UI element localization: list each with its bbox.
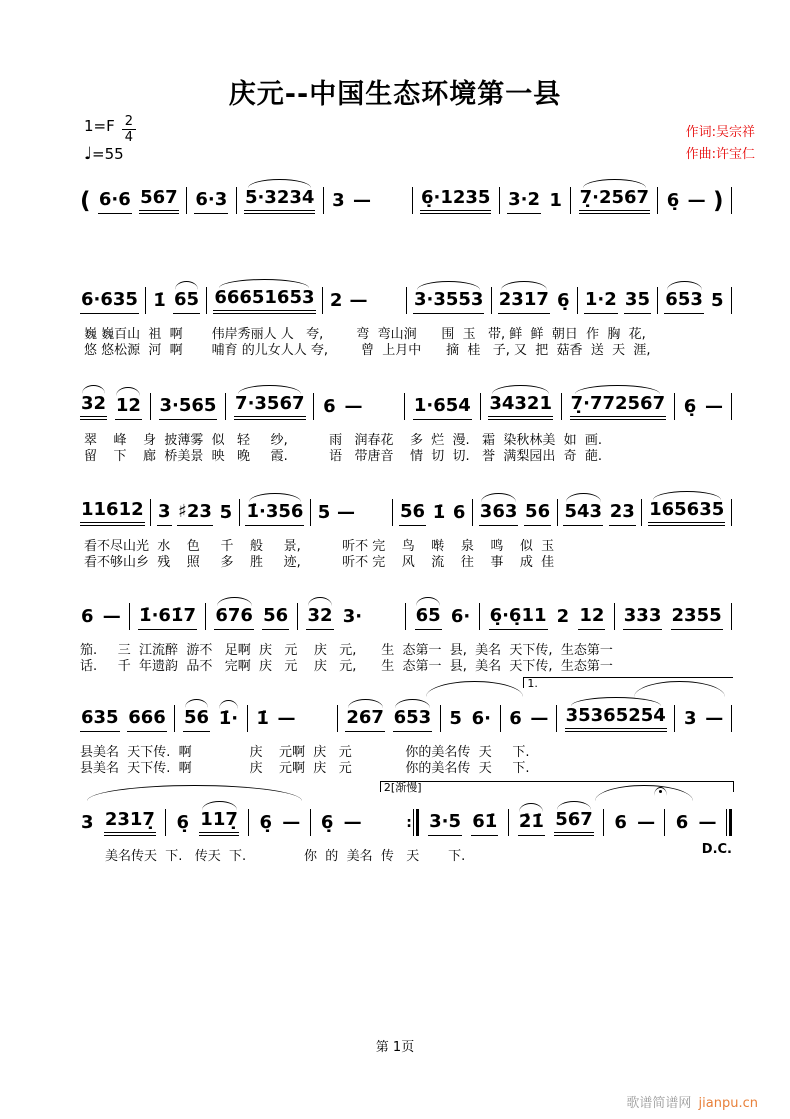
barline	[205, 603, 206, 630]
barline	[313, 393, 314, 420]
note-group: 6̣·1235	[420, 186, 491, 214]
note-group: 23	[609, 500, 636, 526]
note-group: 653	[664, 288, 704, 314]
barline	[674, 705, 675, 732]
note-group: 6̣	[683, 396, 697, 417]
note-group: 2	[556, 606, 570, 627]
system-overlays	[80, 674, 732, 700]
notation-system	[80, 572, 732, 674]
note-group: 6·3	[194, 188, 228, 214]
notation-system	[80, 778, 732, 865]
note-group: 676	[214, 604, 254, 630]
volta-label: 2[渐慢]	[383, 781, 422, 794]
note-group: 1̇	[153, 290, 166, 311]
barline	[491, 287, 492, 314]
site-watermark-domain: jianpu.cn	[698, 1096, 758, 1111]
note-group: 333	[623, 604, 663, 630]
lyrics-block	[80, 433, 732, 464]
note-group: 1̇·61̇7	[138, 604, 197, 630]
duration-dash: —	[102, 606, 121, 627]
notation-row	[80, 282, 732, 314]
note-group: 3	[157, 500, 172, 526]
note-group: 1·654	[413, 394, 472, 420]
barline	[310, 809, 311, 836]
note-group: 2	[329, 290, 343, 311]
notation-system	[80, 156, 732, 214]
note-group: ♯23	[177, 500, 213, 526]
barline	[556, 705, 557, 732]
barline	[577, 287, 578, 314]
note-group: 5	[449, 708, 462, 729]
note-group: 7̣·2567	[579, 186, 650, 214]
lyrics-block	[80, 539, 732, 570]
note-group: 5	[317, 502, 331, 523]
note-group: 6̣	[557, 290, 570, 311]
barline	[412, 187, 413, 214]
barline	[479, 603, 480, 630]
note-group: 666	[127, 706, 167, 732]
notation-row	[80, 804, 732, 836]
note-group: 2355	[671, 604, 723, 630]
duration-dash: —	[705, 708, 724, 729]
duration-dash: —	[698, 812, 717, 833]
notation-row	[80, 388, 732, 420]
barline	[236, 187, 237, 214]
barline	[405, 603, 406, 630]
barline	[206, 287, 207, 314]
note-group: 6·	[450, 606, 471, 627]
barline	[731, 705, 732, 732]
barline	[499, 187, 500, 214]
note-group: 567	[554, 808, 594, 836]
note-group: 56	[183, 706, 210, 732]
note-group: 3	[684, 708, 697, 729]
note-group: 3·2	[507, 188, 541, 214]
note-group: 6·635	[80, 288, 139, 314]
note-group: 3·565	[159, 394, 218, 420]
barline	[657, 187, 658, 214]
lyrics-line: 美名传天 下. 传天 下. 你 的 美名 传 天 下.	[105, 849, 466, 864]
barline	[480, 393, 481, 420]
note-group: 1̇·356	[245, 500, 304, 526]
note-group: 6	[452, 502, 466, 523]
note-group: 35365254	[565, 704, 667, 732]
note-group: 65	[173, 288, 200, 314]
note-group: 363	[479, 500, 519, 526]
note-group: 6·	[471, 708, 491, 729]
barline	[731, 499, 732, 526]
barline	[310, 499, 311, 526]
duration-dash: —	[344, 396, 363, 417]
lyrics-line: 看不尽山光 水 色 千 般 景, 听不 完 鸟 啭 泉 鸣 似 玉	[84, 539, 555, 554]
notation-row	[80, 700, 732, 732]
note-group: 5	[711, 290, 724, 311]
barline	[145, 287, 146, 314]
duration-dash: —	[637, 812, 656, 833]
note-group: 117̣	[199, 808, 239, 836]
lyrics-line: 县美名 天下传. 啊 庆 元啊 庆 元 你的美名传 天 下.	[80, 760, 530, 776]
note-group: 3·3553	[413, 288, 484, 314]
lyrics-block	[80, 849, 732, 865]
duration-dash: —	[530, 708, 549, 729]
notation-system	[80, 256, 732, 358]
intro-close-paren: )	[712, 188, 724, 214]
note-group: 65	[415, 604, 442, 630]
note-group: 35	[624, 288, 651, 314]
quarter-note-icon: ♩	[84, 144, 93, 164]
duration-dash: —	[343, 812, 362, 833]
barline	[674, 393, 675, 420]
note-group: 34321	[488, 392, 553, 420]
repeat-end-barline: :	[406, 809, 419, 836]
note-group: 543	[563, 500, 603, 526]
barline	[641, 499, 642, 526]
note-group: 56	[262, 604, 289, 630]
barline	[225, 393, 226, 420]
lyrics-line: 看不够山乡 残 照 多 胜 迹, 听不 完 风 流 往 事 成 佳	[84, 554, 555, 570]
barline	[406, 287, 407, 314]
barline	[186, 187, 187, 214]
note-group: 2̇1̇	[518, 810, 545, 836]
lyrics-line: 巍 巍百山 祖 啊 伟岸秀丽人 人 夸, 弯 弯山涧 围 玉 带, 鲜 鲜 朝日 作 胸 花,	[84, 327, 646, 342]
note-group: 6	[614, 812, 627, 833]
note-group: 7̣·772567	[570, 392, 667, 420]
barline	[247, 705, 248, 732]
notation-row	[80, 182, 732, 214]
lyrics-block	[80, 327, 732, 358]
barline	[561, 393, 562, 420]
note-group: 653	[393, 706, 433, 732]
lyrics-block	[80, 745, 732, 776]
lyrics-line: 县美名 天下传. 啊 庆 元啊 庆 元 你的美名传 天 下.	[80, 745, 530, 760]
note-group: 1̇·	[218, 707, 239, 732]
fermata	[654, 787, 667, 796]
duration-dash: —	[349, 290, 368, 311]
note-group: 6·6	[98, 188, 132, 214]
note-group: 3	[332, 190, 345, 211]
notation-row	[80, 598, 732, 630]
barline	[570, 187, 571, 214]
barline	[731, 287, 732, 314]
note-group: 11612	[80, 498, 145, 526]
note-group: 3·	[342, 606, 363, 627]
barline	[323, 187, 324, 214]
tempo-marking: ♩=55	[84, 144, 124, 164]
duration-dash: —	[705, 396, 724, 417]
dc-mark: D.C.	[701, 842, 732, 857]
intro-open-paren: (	[80, 188, 91, 214]
barline	[248, 809, 249, 836]
note-group: 567	[139, 186, 179, 214]
lyrics-line: 翠 峰 身 披薄雾 似 轻 纱, 雨 润春花 多 烂 漫. 霜 染秋林美 如 画.	[84, 433, 603, 448]
barline	[165, 809, 166, 836]
barline	[150, 499, 151, 526]
note-group: 12	[115, 394, 142, 420]
note-group: 6	[509, 708, 522, 729]
note-group: 6̣·6̣11	[489, 604, 548, 630]
note-group: 6	[323, 396, 336, 417]
time-signature: $\frac{2}{4}$	[122, 115, 136, 144]
barline	[392, 499, 393, 526]
final-barline	[726, 809, 732, 836]
notation-system	[80, 674, 732, 776]
barline	[557, 499, 558, 526]
note-group: 6	[81, 606, 94, 627]
note-group: 6̣	[666, 190, 680, 211]
note-group: 12	[578, 604, 605, 630]
note-group: 5·3234	[244, 186, 315, 214]
barline	[508, 809, 509, 836]
barline	[150, 393, 151, 420]
note-group: 1̇	[432, 502, 446, 523]
note-group: 6	[675, 812, 689, 833]
note-group: 2317	[498, 288, 550, 314]
system-overlays	[80, 156, 732, 182]
barline	[614, 603, 615, 630]
note-group: 32	[80, 392, 107, 420]
note-group: 6̣	[176, 812, 190, 833]
system-overlays	[80, 362, 732, 388]
barline	[664, 809, 665, 836]
note-group: 7·3567	[234, 392, 305, 420]
note-group: 56	[524, 500, 551, 526]
note-group: 2317̣	[104, 808, 156, 836]
note-group: 1̇	[256, 708, 269, 729]
note-group: 32	[306, 604, 333, 630]
lyrics-line: 话. 千 年遗韵 品不 完啊 庆 元 庆 元, 生 态第一 县, 美名 天下传, 生态第一	[80, 658, 613, 674]
barline	[657, 287, 658, 314]
volta-label: 1.	[527, 677, 538, 690]
note-group: 1·2	[584, 288, 618, 314]
duration-dash: —	[277, 708, 296, 729]
slur	[87, 785, 302, 801]
duration-dash: —	[336, 502, 355, 523]
note-group: 3	[81, 812, 94, 833]
note-group: 6̣	[259, 812, 272, 833]
note-group: 3·5	[428, 810, 462, 836]
barline	[129, 603, 130, 630]
barline	[472, 499, 473, 526]
barline	[731, 603, 732, 630]
site-watermark	[626, 1092, 758, 1111]
note-group: 635	[80, 706, 120, 732]
system-overlays	[80, 256, 732, 282]
lyrics-line: 悠 悠松源 河 啊 哺育 的儿女人人 夸, 曾 上月中 摘 桂 子, 又 把 菇香 送 天 涯,	[84, 342, 651, 358]
slur	[426, 681, 524, 697]
barline	[239, 499, 240, 526]
key-label: 1=F	[84, 117, 115, 135]
note-group: 61̇	[471, 810, 498, 836]
credit-lyricist: 作词:吴宗祥	[685, 125, 755, 140]
note-group: 6̣	[320, 812, 334, 833]
system-overlays	[80, 468, 732, 494]
system-overlays	[80, 778, 732, 804]
site-watermark-name: 歌谱简谱网	[626, 1096, 692, 1111]
barline	[174, 705, 175, 732]
note-group: 165635	[648, 498, 725, 526]
barline	[440, 705, 441, 732]
barline	[297, 603, 298, 630]
page-number: 第 1页	[375, 1040, 415, 1055]
note-group: 267	[345, 706, 385, 732]
note-group: 1	[549, 190, 562, 211]
duration-dash: —	[352, 190, 371, 211]
barline	[337, 705, 338, 732]
credit-composer: 作曲:许宝仁	[685, 147, 755, 162]
notation-system	[80, 468, 732, 570]
barline	[500, 705, 501, 732]
duration-dash: —	[282, 812, 301, 833]
lyrics-line: 留 下 廊 桥美景 映 晚 霞. 语 带唐音 情 切 切. 誉 满梨园出 奇 葩.	[84, 448, 603, 464]
barline	[322, 287, 323, 314]
lyrics-line: 笳. 三 江流醉 游不 足啊 庆 元 庆 元, 生 态第一 县, 美名 天下传, 生态第一	[80, 643, 613, 658]
duration-dash: —	[687, 190, 706, 211]
system-overlays	[80, 572, 732, 598]
barline	[731, 187, 732, 214]
notation-row	[80, 494, 732, 526]
notation-system	[80, 362, 732, 464]
barline	[603, 809, 604, 836]
note-group: 5	[219, 502, 233, 523]
score-title: 庆元--中国生态环境第一县	[228, 79, 562, 110]
lyrics-block	[80, 643, 732, 674]
note-group: 66651653	[213, 286, 315, 314]
note-group: 56	[399, 500, 426, 526]
barline	[404, 393, 405, 420]
barline	[731, 393, 732, 420]
